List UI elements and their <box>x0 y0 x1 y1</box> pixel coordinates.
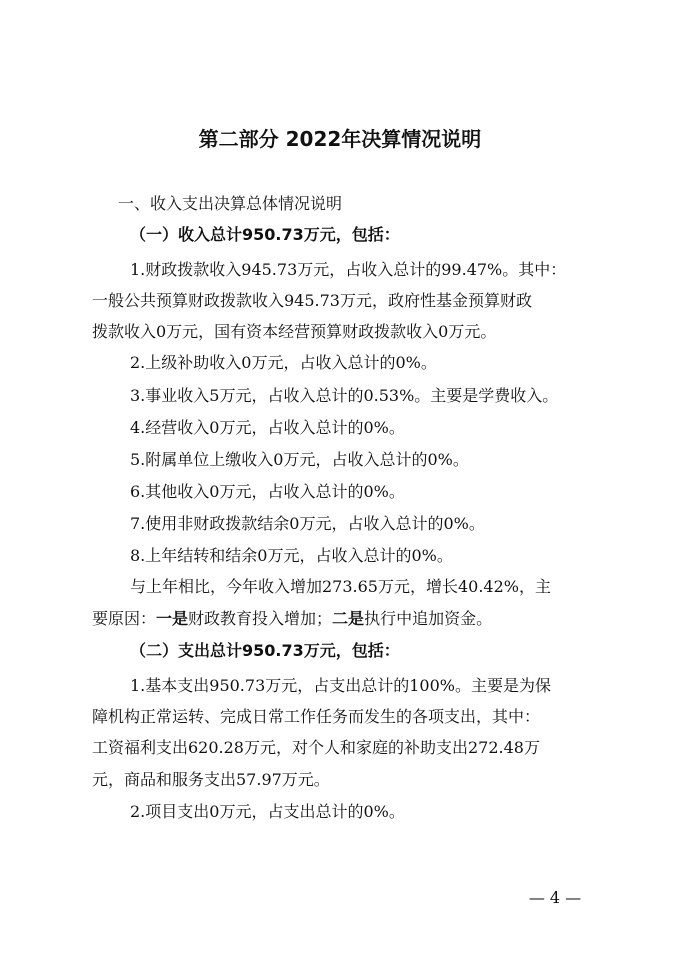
income-item-1: 1.财政拨款收入945.73万元，占收入总计的99.47%。其中： <box>130 260 567 279</box>
income-total-heading: （一）收入总计950.73万元，包括： <box>130 225 400 244</box>
expense-item-2: 2.项目支出0万元，占支出总计的0%。 <box>130 802 405 821</box>
reason-two-label: 二是 <box>332 609 365 628</box>
reason-one-text: 财政教育投入增加； <box>188 609 333 628</box>
page-title: 第二部分 2022年决算情况说明 <box>198 127 482 151</box>
reason-two-text: 执行中追加资金。 <box>364 609 493 628</box>
page-number: — 4 — <box>528 888 582 907</box>
expense-total-heading: （二）支出总计950.73万元，包括： <box>130 641 400 660</box>
income-item-6: 6.其他收入0万元，占收入总计的0%。 <box>130 482 405 501</box>
income-item-7: 7.使用非财政拨款结余0万元，占收入总计的0%。 <box>130 514 485 533</box>
income-item-2: 2.上级补助收入0万元，占收入总计的0%。 <box>130 353 437 372</box>
expense-item-1-detail-a: 障机构正常运转、完成日常工作任务而发生的各项支出，其中： <box>92 707 541 726</box>
income-item-3: 3.事业收入5万元，占收入总计的0.53%。主要是学费收入。 <box>130 386 559 405</box>
section-heading-income-expense: 一、收入支出决算总体情况说明 <box>118 194 343 213</box>
reason-one-label: 一是 <box>156 609 189 628</box>
income-item-1-detail-b: 拨款收入0万元，国有资本经营预算财政拨款收入0万元。 <box>92 322 497 341</box>
income-item-8: 8.上年结转和结余0万元，占收入总计的0%。 <box>130 546 453 565</box>
expense-item-1: 1.基本支出950.73万元，占支出总计的100%。主要是为保 <box>130 676 551 695</box>
income-change-reasons <box>92 609 612 629</box>
income-item-4: 4.经营收入0万元，占收入总计的0%。 <box>130 418 405 437</box>
income-item-1-detail-a: 一般公共预算财政拨款收入945.73万元，政府性基金预算财政 <box>92 291 532 310</box>
expense-item-1-detail-b: 工资福利支出620.28万元，对个人和家庭的补助支出272.48万 <box>92 738 540 757</box>
expense-item-1-detail-c: 元，商品和服务支出57.97万元。 <box>92 770 330 789</box>
income-item-5: 5.附属单位上缴收入0万元，占收入总计的0%。 <box>130 450 469 469</box>
reason-prefix: 要原因： <box>92 609 157 628</box>
income-comparison: 与上年相比，今年收入增加273.65万元，增长40.42%，主 <box>130 577 551 596</box>
